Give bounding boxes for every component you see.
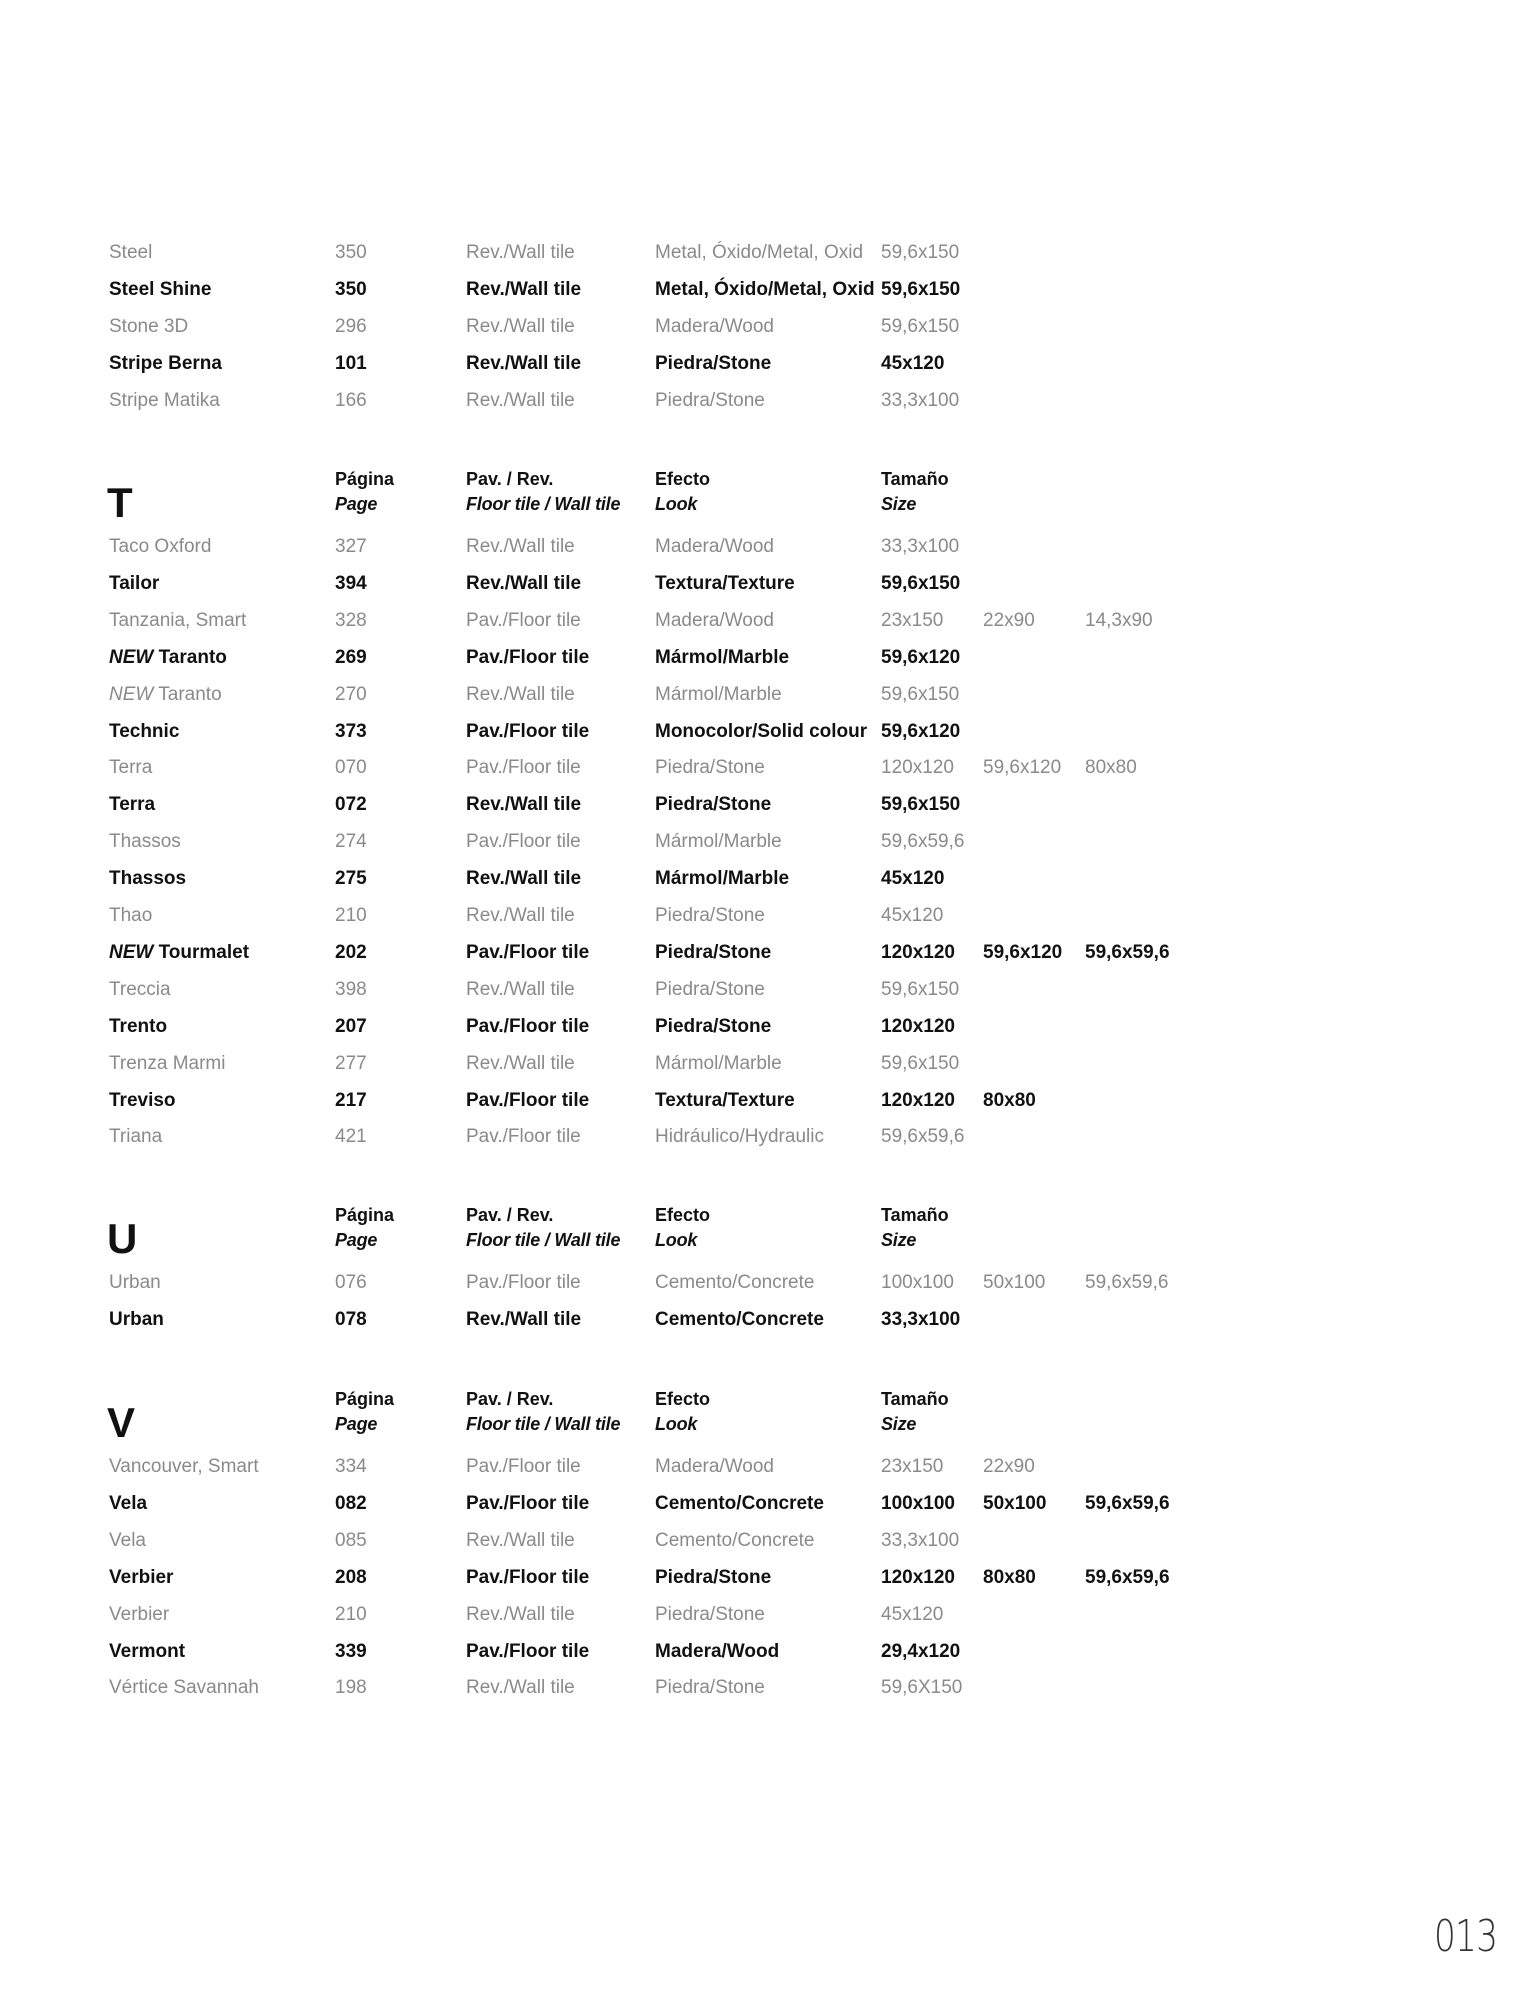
tile-effect: Piedra/Stone	[655, 1015, 772, 1037]
column-header-label-en: Look	[655, 1230, 698, 1250]
tile-type: Rev./Wall tile	[466, 1677, 575, 1699]
table-row	[0, 1600, 1527, 1630]
tile-size: 45x120	[881, 868, 945, 890]
product-name-cell	[109, 975, 171, 1005]
tile-type: Rev./Wall tile	[466, 536, 575, 557]
tile-type: Rev./Wall tile	[466, 352, 582, 374]
page-ref: 101	[335, 352, 367, 374]
product-name-cell	[109, 349, 222, 379]
tile-size: 59,6x150	[881, 278, 961, 300]
product-name-cell	[109, 1489, 147, 1519]
tile-size: 23x150	[881, 609, 944, 631]
tile-effect: Metal, Óxido/Metal, Oxid	[655, 242, 864, 263]
tile-effect: Piedra/Stone	[655, 978, 765, 1000]
product-name-cell	[109, 1086, 176, 1116]
column-header-label-en: Floor tile / Wall tile	[466, 1230, 621, 1250]
tile-effect: Metal, Óxido/Metal, Oxid	[655, 278, 875, 300]
product-name-cell	[109, 1012, 167, 1042]
table-row	[0, 349, 1527, 379]
column-header-type	[466, 467, 620, 517]
product-name: Stripe Berna	[109, 352, 222, 374]
tile-effect: Madera/Wood	[655, 315, 774, 337]
page-ref: 277	[335, 1052, 367, 1074]
product-name: Taranto	[158, 683, 222, 705]
tile-type: Pav./Floor tile	[466, 941, 590, 963]
tile-size: 45x120	[881, 1603, 944, 1625]
table-row	[0, 680, 1527, 710]
table-row	[0, 643, 1527, 673]
table-row	[0, 1526, 1527, 1556]
tile-size: 50x100	[983, 1272, 1046, 1293]
section-letter: V	[107, 1399, 136, 1446]
tile-size: 59,6x120	[983, 757, 1062, 779]
product-name: Terra	[109, 757, 153, 779]
column-header-label-en: Size	[881, 494, 917, 514]
tile-type: Pav./Floor tile	[466, 1015, 590, 1037]
tile-effect: Madera/Wood	[655, 1640, 780, 1662]
tile-effect: Mármol/Marble	[655, 646, 790, 668]
table-row	[0, 717, 1527, 747]
product-name-cell	[109, 275, 211, 305]
tile-effect: Madera/Wood	[655, 1456, 774, 1477]
tile-type: Rev./Wall tile	[466, 1529, 575, 1551]
tile-effect: Cemento/Concrete	[655, 1308, 824, 1330]
tile-effect: Piedra/Stone	[655, 905, 765, 926]
table-row	[0, 1086, 1527, 1116]
tile-type: Rev./Wall tile	[466, 978, 575, 1000]
page-ref: 334	[335, 1456, 367, 1477]
table-row	[0, 275, 1527, 305]
page-ref: 082	[335, 1492, 367, 1514]
tile-size: 14,3x90	[1085, 609, 1153, 631]
page-ref: 217	[335, 1089, 367, 1111]
column-header-label: Pav. / Rev.	[466, 1205, 554, 1225]
tile-type: Rev./Wall tile	[466, 868, 582, 890]
tile-effect: Textura/Texture	[655, 572, 795, 594]
tile-size: 80x80	[983, 1089, 1036, 1111]
section-header	[0, 1203, 1527, 1269]
table-row	[0, 606, 1527, 636]
product-name: Vértice Savannah	[109, 1677, 259, 1699]
table-row	[0, 1122, 1527, 1152]
table-row	[0, 975, 1527, 1005]
page-ref: 269	[335, 646, 367, 668]
page-ref: 208	[335, 1566, 367, 1588]
tile-effect: Piedra/Stone	[655, 1566, 772, 1588]
table-row	[0, 753, 1527, 783]
page-ref: 275	[335, 868, 367, 890]
column-header-page	[335, 467, 394, 517]
tile-type: Pav./Floor tile	[466, 609, 581, 631]
table-row	[0, 938, 1527, 968]
new-tag: NEW	[109, 683, 154, 705]
table-row	[0, 532, 1527, 562]
page-ref: 373	[335, 720, 367, 742]
table-row	[0, 1673, 1527, 1703]
table-row	[0, 864, 1527, 894]
tile-effect: Mármol/Marble	[655, 1052, 782, 1074]
tile-size: 80x80	[983, 1566, 1036, 1588]
tile-size: 59,6x150	[881, 683, 960, 705]
product-name-cell	[109, 643, 227, 673]
tile-type: Rev./Wall tile	[466, 242, 575, 263]
product-name: Treccia	[109, 978, 171, 1000]
table-row	[0, 312, 1527, 342]
page-ref: 166	[335, 389, 367, 411]
tile-size: 23x150	[881, 1456, 944, 1477]
product-name: Trenza Marmi	[109, 1052, 226, 1074]
page-ref: 202	[335, 941, 367, 963]
tile-size: 33,3x100	[881, 1308, 961, 1330]
page-ref: 270	[335, 683, 367, 705]
column-header-size	[881, 467, 949, 517]
table-row	[0, 1637, 1527, 1667]
tile-type: Pav./Floor tile	[466, 1272, 581, 1293]
product-name-cell	[109, 1452, 259, 1482]
product-name-cell	[109, 1563, 173, 1593]
page-ref: 070	[335, 757, 367, 779]
product-name-cell	[109, 1122, 162, 1152]
page-ref: 210	[335, 1603, 367, 1625]
table-row	[0, 1305, 1527, 1335]
page-ref: 350	[335, 278, 367, 300]
tile-type: Pav./Floor tile	[466, 720, 590, 742]
table-row	[0, 569, 1527, 599]
tile-size: 22x90	[983, 609, 1035, 631]
product-name-cell	[109, 1049, 225, 1079]
column-header-label-en: Page	[335, 1414, 378, 1434]
column-header-type	[466, 1387, 620, 1437]
product-name: Technic	[109, 720, 180, 742]
tile-size: 59,6x120	[881, 720, 961, 742]
page-ref: 296	[335, 315, 367, 337]
tile-size: 100x100	[881, 1492, 955, 1514]
tile-size: 33,3x100	[881, 536, 960, 557]
tile-type: Pav./Floor tile	[466, 1492, 590, 1514]
column-header-size	[881, 1387, 949, 1437]
tile-type: Rev./Wall tile	[466, 315, 575, 337]
product-name: Steel Shine	[109, 278, 212, 300]
page-ref: 085	[335, 1529, 367, 1551]
product-name: Verbier	[109, 1566, 174, 1588]
tile-size: 59,6x120	[983, 941, 1063, 963]
product-name: Vela	[109, 1529, 146, 1551]
tile-size: 59,6x150	[881, 242, 960, 263]
tile-type: Pav./Floor tile	[466, 831, 581, 853]
product-name: Tailor	[109, 572, 160, 594]
product-name-cell	[109, 1637, 185, 1667]
product-name-cell	[109, 1673, 259, 1703]
table-row	[0, 386, 1527, 416]
tile-size: 50x100	[983, 1492, 1047, 1514]
product-name: Steel	[109, 242, 153, 263]
product-name: Triana	[109, 1126, 163, 1148]
new-tag: NEW	[109, 646, 154, 668]
product-name-cell	[109, 938, 249, 968]
tile-size: 22x90	[983, 1456, 1035, 1477]
column-header-label: Página	[335, 1389, 395, 1409]
page-ref: 076	[335, 1272, 367, 1293]
product-name-cell	[109, 1526, 146, 1556]
column-header-page	[335, 1203, 394, 1253]
column-header-label: Efecto	[655, 1389, 711, 1409]
tile-size: 59,6x59,6	[1085, 1492, 1170, 1514]
product-name: Urban	[109, 1308, 164, 1330]
tile-effect: Textura/Texture	[655, 1089, 795, 1111]
product-name-cell	[109, 753, 152, 783]
product-name: Thassos	[109, 868, 187, 890]
column-header-label: Pav. / Rev.	[466, 469, 554, 489]
product-name-cell	[109, 790, 155, 820]
tile-type: Rev./Wall tile	[466, 794, 582, 816]
product-name-cell	[109, 864, 186, 894]
column-header-effect	[655, 1203, 710, 1253]
section-letter: T	[107, 479, 133, 526]
product-name-cell	[109, 238, 152, 268]
tile-type: Rev./Wall tile	[466, 389, 575, 411]
tile-effect: Piedra/Stone	[655, 1603, 765, 1625]
tile-type: Pav./Floor tile	[466, 757, 581, 779]
section-letter: U	[107, 1215, 138, 1262]
tile-size: 59,6x59,6	[881, 831, 965, 853]
column-header-label: Tamaño	[881, 1205, 949, 1225]
column-header-page	[335, 1387, 394, 1437]
column-header-label: Tamaño	[881, 469, 949, 489]
tile-size: 59,6x59,6	[1085, 941, 1170, 963]
product-name: Tourmalet	[158, 941, 250, 963]
product-name-cell	[109, 901, 152, 931]
tile-effect: Mármol/Marble	[655, 831, 782, 853]
column-header-label-en: Look	[655, 494, 698, 514]
tile-type: Pav./Floor tile	[466, 1566, 590, 1588]
tile-type: Rev./Wall tile	[466, 905, 575, 926]
tile-size: 59,6x59,6	[881, 1126, 965, 1148]
tile-size: 59,6x120	[881, 646, 961, 668]
column-header-label: Página	[335, 1205, 395, 1225]
product-name: Urban	[109, 1272, 161, 1293]
product-name: Taranto	[158, 646, 227, 668]
tile-effect: Piedra/Stone	[655, 352, 772, 374]
tile-type: Rev./Wall tile	[466, 278, 582, 300]
product-name: Tanzania, Smart	[109, 609, 247, 631]
table-row	[0, 1452, 1527, 1482]
product-name: Taco Oxford	[109, 536, 212, 557]
page-ref: 327	[335, 536, 367, 557]
tile-type: Rev./Wall tile	[466, 1308, 582, 1330]
column-header-size	[881, 1203, 949, 1253]
column-header-label-en: Look	[655, 1414, 698, 1434]
tile-effect: Mármol/Marble	[655, 683, 782, 705]
tile-effect: Piedra/Stone	[655, 757, 765, 779]
page-ref: 328	[335, 609, 367, 631]
tile-type: Rev./Wall tile	[466, 1052, 575, 1074]
tile-effect: Cemento/Concrete	[655, 1529, 815, 1551]
table-row	[0, 1489, 1527, 1519]
tile-size: 33,3x100	[881, 389, 960, 411]
tile-size: 59,6x150	[881, 572, 961, 594]
product-name: Thao	[109, 905, 153, 926]
column-header-label-en: Size	[881, 1414, 917, 1434]
product-name: Stripe Matika	[109, 389, 220, 411]
tile-size: 59,6x150	[881, 794, 961, 816]
tile-type: Rev./Wall tile	[466, 683, 575, 705]
product-name-cell	[109, 1268, 161, 1298]
page-ref: 339	[335, 1640, 367, 1662]
column-header-label: Página	[335, 469, 395, 489]
tile-effect: Mármol/Marble	[655, 868, 790, 890]
tile-effect: Madera/Wood	[655, 609, 774, 631]
product-name-cell	[109, 386, 220, 416]
column-header-label-en: Page	[335, 1230, 378, 1250]
product-name-cell	[109, 532, 211, 562]
tile-effect: Cemento/Concrete	[655, 1492, 824, 1514]
section-header	[0, 1387, 1527, 1453]
product-name-cell	[109, 1600, 169, 1630]
tile-type: Pav./Floor tile	[466, 1089, 590, 1111]
new-tag: NEW	[109, 941, 154, 963]
column-header-label-en: Size	[881, 1230, 917, 1250]
page-ref: 210	[335, 905, 367, 926]
tile-size: 59,6x150	[881, 1052, 960, 1074]
table-row	[0, 1268, 1527, 1298]
table-row	[0, 901, 1527, 931]
tile-size: 120x120	[881, 1089, 955, 1111]
tile-type: Pav./Floor tile	[466, 1640, 590, 1662]
tile-size: 120x120	[881, 757, 954, 779]
tile-size: 29,4x120	[881, 1640, 961, 1662]
product-name: Vancouver, Smart	[109, 1456, 259, 1477]
tile-size: 120x120	[881, 1015, 955, 1037]
table-row	[0, 1563, 1527, 1593]
product-name: Treviso	[109, 1089, 176, 1111]
table-row	[0, 790, 1527, 820]
tile-size: 120x120	[881, 941, 955, 963]
tile-effect: Piedra/Stone	[655, 389, 765, 411]
column-header-effect	[655, 467, 710, 517]
product-name: Vela	[109, 1492, 148, 1514]
tile-size: 59,6x150	[881, 978, 960, 1000]
table-row	[0, 238, 1527, 268]
page-ref: 207	[335, 1015, 367, 1037]
tile-type: Rev./Wall tile	[466, 1603, 575, 1625]
page-ref: 394	[335, 572, 367, 594]
page-ref: 078	[335, 1308, 367, 1330]
column-header-label: Efecto	[655, 469, 711, 489]
section-header	[0, 467, 1527, 533]
page-ref: 350	[335, 242, 367, 263]
product-name-cell	[109, 312, 188, 342]
product-name-cell	[109, 680, 222, 710]
tile-type: Pav./Floor tile	[466, 1456, 581, 1477]
tile-size: 100x100	[881, 1272, 954, 1293]
column-header-type	[466, 1203, 620, 1253]
table-row	[0, 1049, 1527, 1079]
product-name-cell	[109, 1305, 164, 1335]
tile-size: 80x80	[1085, 757, 1137, 779]
tile-size: 45x120	[881, 352, 945, 374]
page-ref: 274	[335, 831, 367, 853]
table-row	[0, 827, 1527, 857]
tile-size: 33,3x100	[881, 1529, 960, 1551]
column-header-label-en: Floor tile / Wall tile	[466, 1414, 621, 1434]
page-ref: 072	[335, 794, 367, 816]
product-name-cell	[109, 606, 246, 636]
tile-type: Rev./Wall tile	[466, 572, 582, 594]
tile-effect: Cemento/Concrete	[655, 1272, 815, 1293]
tile-type: Pav./Floor tile	[466, 646, 590, 668]
tile-size: 45x120	[881, 905, 944, 926]
tile-effect: Piedra/Stone	[655, 941, 772, 963]
product-name: Vermont	[109, 1640, 186, 1662]
column-header-label: Pav. / Rev.	[466, 1389, 554, 1409]
page-number: 013	[1434, 1911, 1498, 1962]
product-name: Verbier	[109, 1603, 170, 1625]
tile-effect: Piedra/Stone	[655, 1677, 765, 1699]
page-ref: 198	[335, 1677, 367, 1699]
tile-size: 59,6x59,6	[1085, 1566, 1170, 1588]
tile-effect: Madera/Wood	[655, 536, 774, 557]
product-name: Stone 3D	[109, 315, 189, 337]
product-name: Terra	[109, 794, 156, 816]
column-header-effect	[655, 1387, 710, 1437]
tile-size: 59,6x150	[881, 315, 960, 337]
product-name-cell	[109, 569, 159, 599]
tile-effect: Monocolor/Solid colour	[655, 720, 868, 742]
page-ref: 398	[335, 978, 367, 1000]
tile-effect: Hidráulico/Hydraulic	[655, 1126, 824, 1148]
product-name-cell	[109, 717, 179, 747]
column-header-label-en: Floor tile / Wall tile	[466, 494, 621, 514]
tile-size: 59,6x59,6	[1085, 1272, 1169, 1293]
column-header-label: Tamaño	[881, 1389, 949, 1409]
column-header-label-en: Page	[335, 494, 378, 514]
column-header-label: Efecto	[655, 1205, 711, 1225]
tile-size: 59,6X150	[881, 1677, 963, 1699]
product-name: Thassos	[109, 831, 181, 853]
product-name: Trento	[109, 1015, 168, 1037]
page-ref: 421	[335, 1126, 367, 1148]
tile-type: Pav./Floor tile	[466, 1126, 581, 1148]
tile-size: 120x120	[881, 1566, 955, 1588]
product-name-cell	[109, 827, 181, 857]
tile-effect: Piedra/Stone	[655, 794, 772, 816]
table-row	[0, 1012, 1527, 1042]
